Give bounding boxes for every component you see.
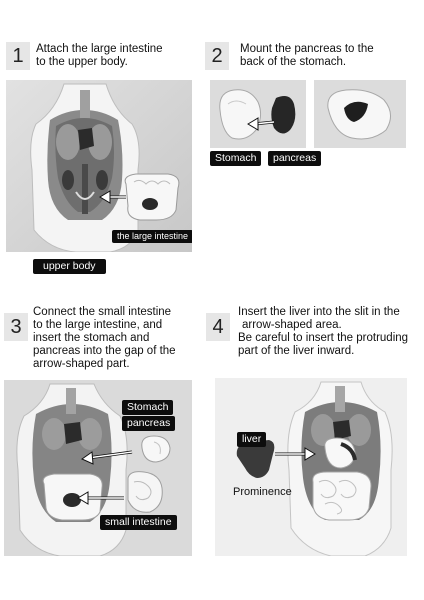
instruction-line: Insert the liver into the slit in the <box>238 306 400 318</box>
step-number: 3 <box>4 313 28 341</box>
instruction-line: Be careful to insert the protruding <box>238 332 409 344</box>
pancreas-label: pancreas <box>268 151 321 166</box>
instruction-line: part of the liver inward. <box>238 345 355 357</box>
instruction-line: to the upper body. <box>36 56 128 68</box>
liver-label: liver <box>237 432 266 447</box>
step-instructions <box>33 306 176 371</box>
instruction-line: to the large intestine, and <box>33 319 163 331</box>
instruction-line: insert the stomach and <box>33 332 150 344</box>
step-instructions <box>240 43 374 69</box>
instruction-line: Mount the pancreas to the <box>240 43 374 55</box>
step-number: 2 <box>205 42 229 70</box>
step-number: 1 <box>6 42 30 70</box>
instruction-line: arrow-shaped part. <box>33 358 130 370</box>
prominence-label: Prominence <box>233 486 292 498</box>
stomach-label: Stomach <box>210 151 261 166</box>
step-4-photo <box>215 378 407 556</box>
step-2-photo-left <box>210 80 306 148</box>
step-instructions <box>36 43 163 69</box>
upper-body-label: upper body <box>33 259 106 274</box>
step-2-photo-right <box>314 80 406 148</box>
instruction-line: Connect the small intestine <box>33 306 172 318</box>
pancreas-label: pancreas <box>122 416 175 431</box>
stomach-label: Stomach <box>122 400 173 415</box>
instruction-line: Attach the large intestine <box>36 43 163 55</box>
step-3-photo <box>4 380 192 556</box>
step-1-photo <box>6 80 192 252</box>
step-number: 4 <box>206 313 230 341</box>
step-instructions <box>238 306 408 358</box>
small-intestine-label: small intestine <box>100 515 177 530</box>
large-intestine-label: the large intestine <box>112 230 192 243</box>
instruction-line: back of the stomach. <box>240 56 347 68</box>
instruction-line: arrow-shaped area. <box>242 319 342 331</box>
instruction-line: pancreas into the gap of the <box>33 345 176 357</box>
